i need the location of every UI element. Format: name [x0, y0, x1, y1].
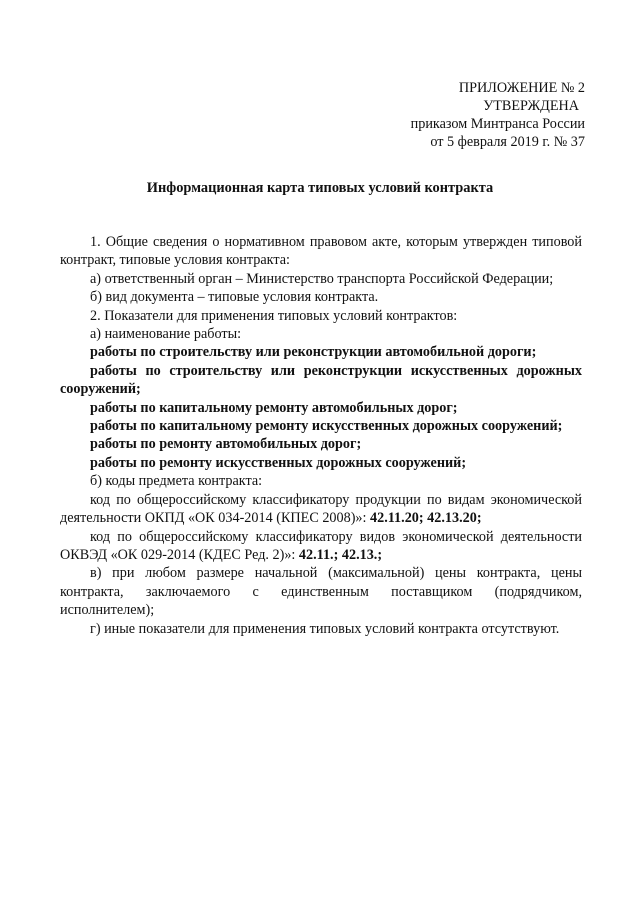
okved-code-text: код по общероссийскому классификатору видов экономической деятельности ОКВЭД «ОК 029-2014 (КДЕС Ред. 2)»:	[60, 528, 582, 563]
work-type-4: работы по капитальному ремонту искусственных дорожных сооружений;	[90, 418, 563, 435]
appendix-number: ПРИЛОЖЕНИЕ № 2	[458, 80, 585, 96]
section1-item-b: б) вид документа – типовые условия контракта.	[90, 289, 379, 306]
work-type-2: работы по строительству или реконструкции искусственных дорожных сооружений;	[60, 362, 582, 398]
work-type-1: работы по строительству или реконструкции автомобильной дороги;	[90, 344, 537, 361]
order-issuer: приказом Минтранса России	[410, 116, 585, 132]
approval-stamp	[411, 79, 585, 151]
okved-code-values: 42.11.; 42.13.;	[298, 546, 383, 563]
approved-label: УТВЕРЖДЕНА	[483, 98, 579, 114]
work-type-6: работы по ремонту искусственных дорожных сооружений;	[90, 454, 467, 471]
work-type-5: работы по ремонту автомобильных дорог;	[90, 436, 362, 453]
section2-heading: 2. Показатели для применения типовых условий контрактов:	[90, 307, 458, 324]
section1-heading: 1. Общие сведения о нормативном правовом акте, которым утвержден типовой контракт, типовые условия контракта:	[60, 234, 582, 269]
section2-item-v: в) при любом размере начальной (максимальной) цены контракта, цены контракта, заключаемого с единственным поставщиком (подрядчиком, исполнителем);	[60, 565, 582, 619]
okved-code-paragraph	[60, 528, 582, 565]
document-title: Информационная карта типовых условий контракта	[146, 180, 494, 196]
okpd-code-values: 42.11.20; 42.13.20;	[370, 510, 482, 527]
order-date-number: от 5 февраля 2019 г. № 37	[430, 134, 585, 150]
okpd-code-text: код по общероссийскому классификатору продукции по видам экономической деятельности ОКПД «ОК 034-2014 (КПЕС 2008)»:	[60, 491, 582, 527]
work-type-3: работы по капитальному ремонту автомобильных дорог;	[90, 399, 458, 416]
section2-item-a-label: а) наименование работы:	[90, 326, 242, 343]
okpd-code-paragraph	[60, 491, 582, 528]
section2-item-b-label: б) коды предмета контракта:	[90, 473, 263, 490]
section2-item-g: г) иные показатели для применения типовых условий контракта отсутствуют.	[90, 620, 560, 637]
section1-item-a: а) ответственный орган – Министерство транспорта Российской Федерации;	[90, 270, 554, 287]
document-body	[60, 233, 582, 638]
